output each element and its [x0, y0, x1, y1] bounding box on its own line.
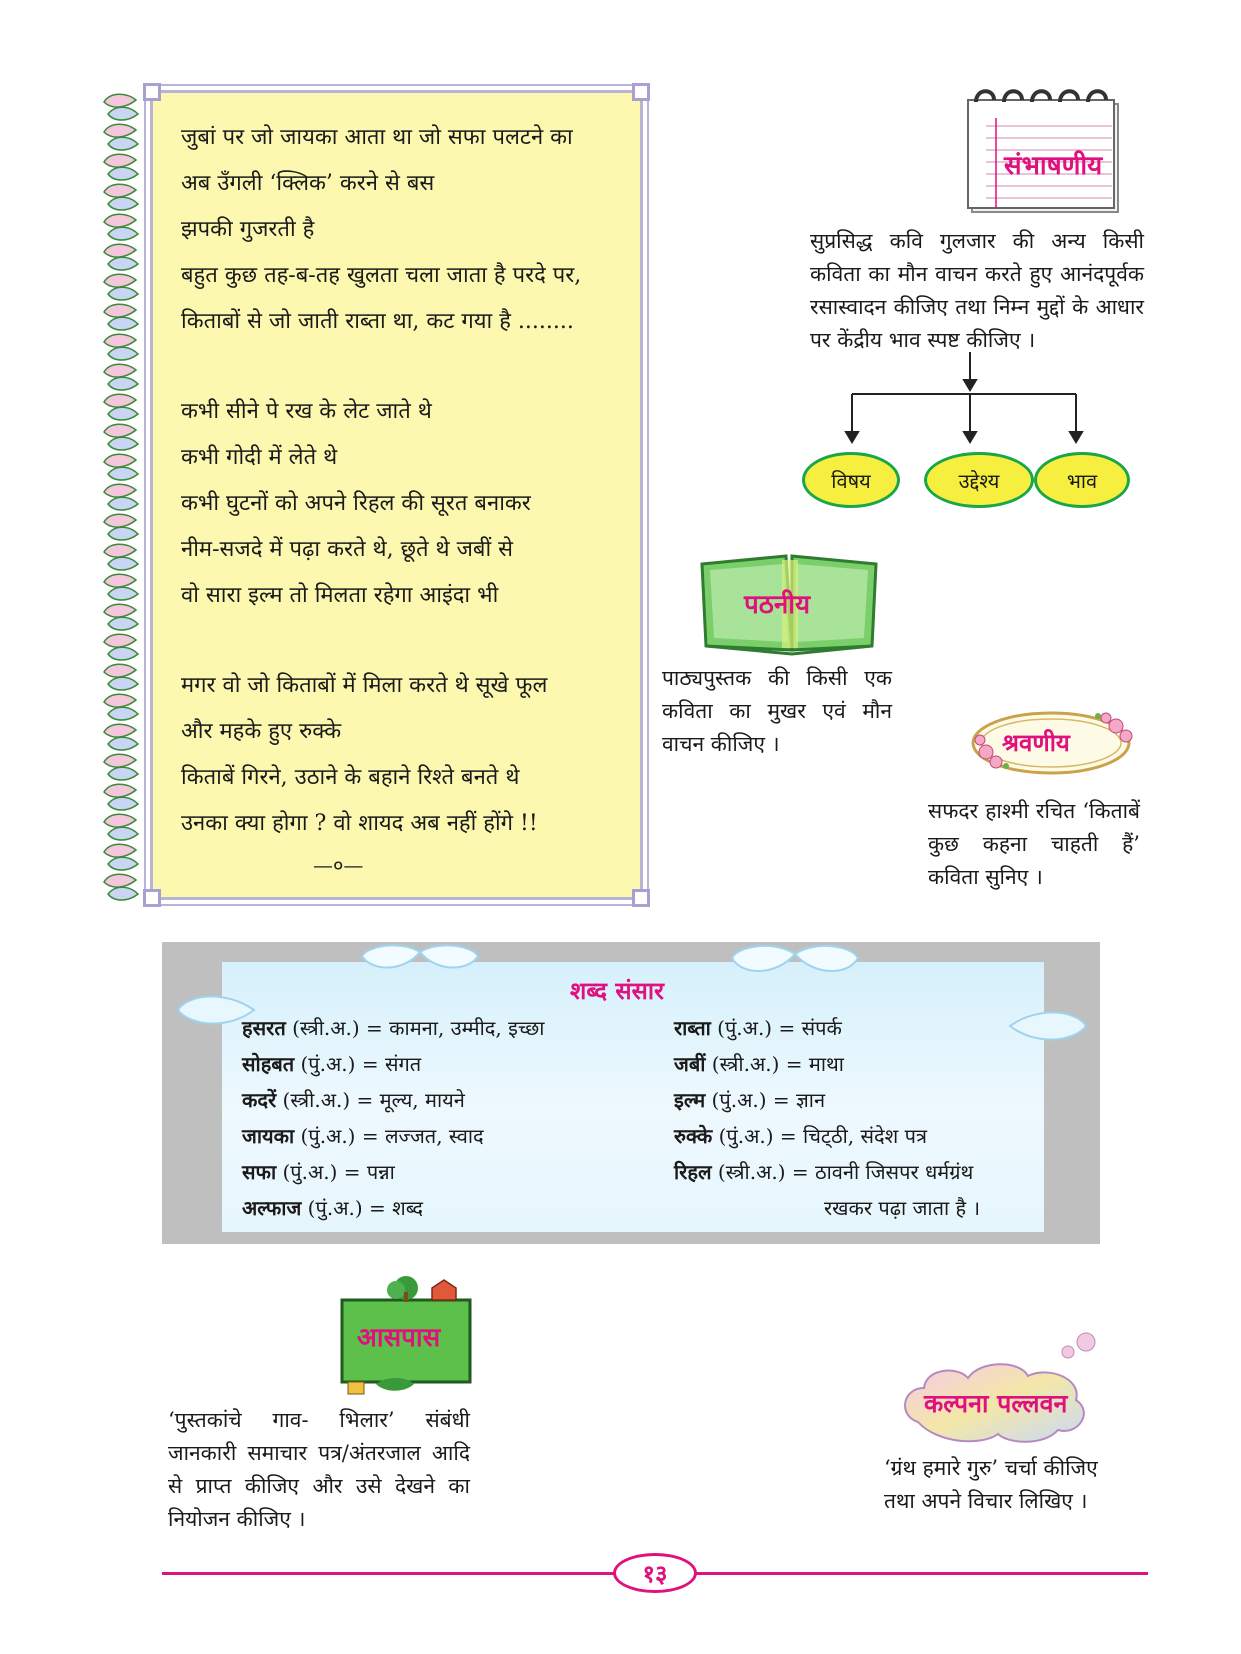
word-entry — [242, 1010, 544, 1046]
kalpana-text: ‘ग्रंथ हमारे गुरु’ चर्चा कीजिए तथा अपने विचार लिखिए । — [884, 1456, 1098, 1513]
kalpana-label: कल्पना पल्लवन — [924, 1389, 1068, 1418]
word-grammar: (पुं.अ.) = — [294, 1052, 385, 1076]
leaf-ornament — [104, 304, 138, 330]
word: हसरत — [242, 1016, 286, 1040]
leaf-ornament — [104, 724, 138, 750]
leaf-ornament — [104, 424, 138, 450]
leaf-ornament — [104, 184, 138, 210]
poem-box — [150, 90, 643, 900]
word-entry — [242, 1082, 544, 1118]
word-grammar: (पुं.अ.) = — [294, 1124, 385, 1148]
word: रिहल — [674, 1160, 712, 1184]
aaspaas-text: ‘पुस्तकांचे गाव- भिलार’ संबंधी जानकारी समाचार पत्र/अंतरजाल आदि से प्राप्त कीजिए और उसे देखने का नियोजन कीजिए । — [168, 1408, 470, 1531]
word-grammar: (स्त्री.अ.) = — [285, 1016, 390, 1040]
word-entry — [674, 1010, 980, 1046]
word: जबीं — [674, 1052, 706, 1076]
word-entry — [242, 1118, 544, 1154]
word-meaning: कामना, उम्मीद, इच्छा — [389, 1016, 545, 1040]
word-meaning: संपर्क — [801, 1016, 842, 1040]
decorative-border — [100, 92, 144, 902]
butterfly-wing-icon — [360, 942, 480, 988]
word-meaning: लज्जत, स्वाद — [384, 1124, 484, 1148]
word-grammar: (स्त्री.अ.) = — [711, 1160, 815, 1184]
word-grammar: (पुं.अ.) = — [710, 1016, 802, 1040]
page-number: १३ — [613, 1553, 697, 1593]
leaf-ornament — [104, 664, 138, 690]
poem-line: कभी सीने पे रख के लेट जाते थे — [181, 399, 432, 424]
leaf-ornament — [104, 844, 138, 870]
shravaniya-label: श्रवणीय — [1002, 728, 1070, 757]
poem-line: उनका क्या होगा ? वो शायद अब नहीं होंगे !! — [181, 811, 538, 836]
corner-ornament — [143, 889, 161, 907]
point-oval: भाव — [1034, 452, 1130, 508]
poem-line: झपकी गुजरती है — [181, 217, 315, 242]
leaf-ornament — [104, 514, 138, 540]
word-list-left — [242, 1010, 544, 1226]
leaf-ornament — [104, 574, 138, 600]
point-oval: उद्देश्य — [924, 452, 1034, 508]
word-meaning: पन्ना — [366, 1160, 395, 1184]
leaf-ornament — [104, 364, 138, 390]
corner-ornament — [632, 889, 650, 907]
poem-line: किताबें गिरने, उठाने के बहाने रिश्ते बनते थे — [181, 765, 520, 790]
word-grammar: (पुं.अ.) = — [712, 1124, 804, 1148]
word-meaning: संगत — [384, 1052, 422, 1076]
leaf-ornament — [104, 334, 138, 360]
butterfly-wing-icon — [730, 942, 860, 992]
word: इल्म — [674, 1088, 706, 1112]
word-entry — [674, 1118, 980, 1154]
poem-line: बहुत कुछ तह-ब-तह खुलता चला जाता है परदे पर, — [181, 263, 582, 288]
leaf-ornament — [104, 394, 138, 420]
butterfly-wing-icon — [1008, 1004, 1088, 1054]
leaf-ornament — [104, 874, 138, 900]
shravaniya-text: सफदर हाश्मी रचित ‘किताबें कुछ कहना चाहती हैं’ कविता सुनिए । — [928, 799, 1140, 889]
word-grammar: (पुं.अ.) = — [705, 1088, 796, 1112]
word: राब्ता — [674, 1016, 711, 1040]
aaspaas-label: आसपास — [357, 1323, 441, 1353]
word-entry — [242, 1154, 544, 1190]
word: सोहबत — [242, 1052, 295, 1076]
word: सफा — [242, 1160, 277, 1184]
word: रुक्के — [674, 1124, 713, 1148]
corner-ornament — [632, 83, 650, 101]
leaf-ornament — [104, 784, 138, 810]
word-grammar: (स्त्री.अ.) = — [705, 1052, 809, 1076]
poem-line: किताबों से जो जाती राब्ता था, कट गया है ........ — [181, 309, 574, 334]
word-grammar: (पुं.अ.) = — [301, 1196, 393, 1220]
word-meaning-continuation: रखकर पढ़ा जाता है । — [824, 1196, 981, 1220]
leaf-ornament — [104, 544, 138, 570]
word: जायका — [242, 1124, 295, 1148]
poem-end-mark: —०— — [313, 853, 364, 877]
leaf-ornament — [104, 634, 138, 660]
pathaniya-label: पठनीय — [744, 590, 811, 620]
leaf-ornament — [104, 124, 138, 150]
word-meaning: ज्ञान — [795, 1088, 826, 1112]
corner-ornament — [143, 83, 161, 101]
word-meaning: माथा — [808, 1052, 844, 1076]
word: अल्फाज — [242, 1196, 302, 1220]
poem-line: कभी गोदी में लेते थे — [181, 445, 338, 470]
poem-line: नीम-सजदे में पढ़ा करते थे, छूते थे जबीं से — [181, 537, 514, 562]
leaf-ornament — [104, 274, 138, 300]
leaf-ornament — [104, 214, 138, 240]
leaf-ornament — [104, 814, 138, 840]
poem-line: जुबां पर जो जायका आता था जो सफा पलटने का — [181, 125, 573, 150]
word-grammar: (पुं.अ.) = — [276, 1160, 367, 1184]
word-entry — [674, 1082, 980, 1118]
poem-line: अब उँगली ‘क्लिक’ करने से बस — [181, 171, 435, 196]
word-entry — [674, 1154, 980, 1190]
word: कदरें — [242, 1088, 277, 1112]
leaf-ornament — [104, 94, 138, 120]
leaf-ornament — [104, 754, 138, 780]
point-oval: विषय — [802, 452, 900, 508]
word-meaning: ठावनी जिसपर धर्मग्रंथ — [814, 1160, 974, 1184]
word-meaning: मूल्य, मायने — [379, 1088, 465, 1112]
pathaniya-text: पाठ्यपुस्तक की किसी एक कविता का मुखर एवं मौन वाचन कीजिए । — [662, 666, 892, 756]
word-entry — [674, 1046, 980, 1082]
sambhashaniya-label: संभाषणीय — [1004, 151, 1103, 181]
poem-line: मगर वो जो किताबों में मिला करते थे सूखे फूल — [181, 673, 548, 698]
poem-text — [181, 115, 628, 847]
word-grammar: (स्त्री.अ.) = — [276, 1088, 380, 1112]
poem-line: कभी घुटनों को अपने रिहल की सूरत बनाकर — [181, 491, 531, 516]
word-meaning: चिट्‌ठी, संदेश पत्र — [803, 1124, 928, 1148]
sambhashaniya-text: सुप्रसिद्ध कवि गुलजार की अन्य किसी कविता का मौन वाचन करते हुए आनंदपूर्वक रसास्वादन कीजिए तथा निम्न मुद्दों के आधार पर केंद्रीय भाव स्पष्ट कीजिए । — [810, 229, 1144, 352]
leaf-ornament — [104, 244, 138, 270]
word-entry — [242, 1046, 544, 1082]
shabd-sansar-title: शब्द संसार — [570, 976, 664, 1005]
poem-line: और महके हुए रुक्के — [181, 719, 342, 744]
poem-line: वो सारा इल्म तो मिलता रहेगा आइंदा भी — [181, 583, 499, 608]
word-list-right — [674, 1010, 980, 1226]
leaf-ornament — [104, 154, 138, 180]
word-meaning: शब्द — [392, 1196, 423, 1220]
leaf-ornament — [104, 694, 138, 720]
leaf-ornament — [104, 454, 138, 480]
leaf-ornament — [104, 604, 138, 630]
word-entry — [242, 1190, 544, 1226]
leaf-ornament — [104, 484, 138, 510]
